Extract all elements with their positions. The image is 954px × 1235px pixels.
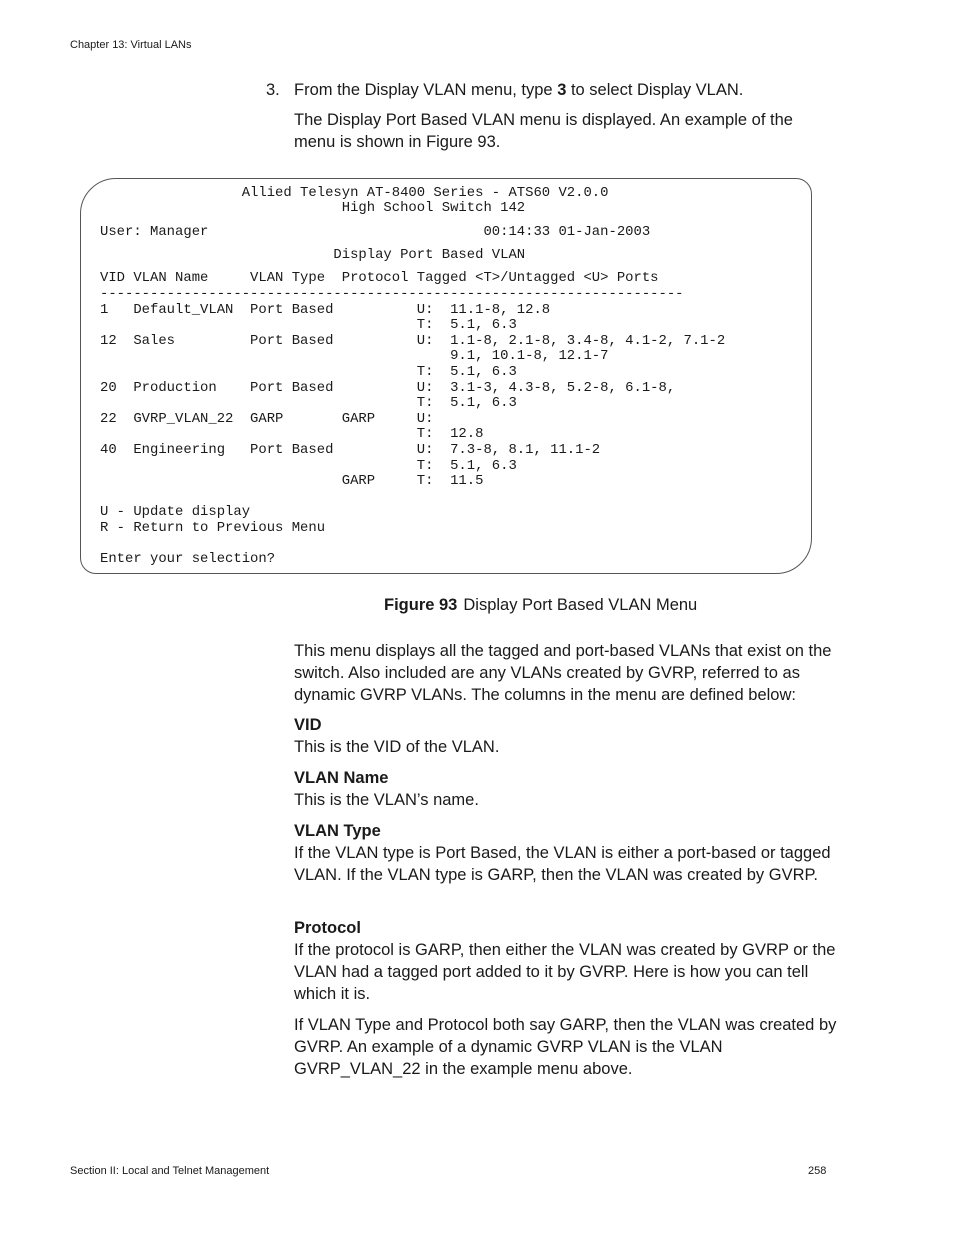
- footer-section: Section II: Local and Telnet Management: [70, 1165, 270, 1177]
- terminal-divider-line: ----------------------------------------------------------------------: [100, 286, 684, 302]
- step-number: 3.: [266, 81, 280, 99]
- step-result: The Display Port Based VLAN menu is displayed. An example of the menu is shown in Figure 93.: [294, 111, 793, 151]
- terminal-option-update: U - Update display: [100, 504, 251, 520]
- definition-vlan-name: This is the VLAN’s name.: [294, 791, 479, 809]
- terminal-row-line: 12 Sales Port Based U: 1.1-8, 2.1-8, 3.4-8, 4.1-2, 7.1-2: [100, 333, 726, 349]
- term-vlan-type: VLAN Type: [294, 822, 381, 840]
- definition-vlan-type: If the VLAN type is Port Based, the VLAN is either a port-based or tagged VLAN. If the VLAN type is GARP, then the VLAN was created by GVRP.: [294, 844, 831, 884]
- terminal-row-line: 20 Production Port Based U: 3.1-3, 4.3-8, 5.2-8, 6.1-8,: [100, 380, 676, 396]
- terminal-column-header-line: VID VLAN Name VLAN Type Protocol Tagged <T>/Untagged <U> Ports: [100, 270, 659, 286]
- terminal-row-line: T: 5.1, 6.3: [100, 458, 517, 474]
- terminal-switch-name-line: High School Switch 142: [100, 200, 526, 216]
- page-number: 258: [808, 1165, 827, 1177]
- definition-protocol: If the protocol is GARP, then either the VLAN was created by GVRP or the VLAN had a tagged port added to it by GVRP. Here is how you can tell which it is.: [294, 941, 836, 1003]
- term-vid: VID: [294, 716, 322, 734]
- figure-number: Figure 93: [384, 596, 458, 614]
- running-header: Chapter 13: Virtual LANs: [70, 39, 192, 51]
- terminal-row-line: 9.1, 10.1-8, 12.1-7: [100, 348, 609, 364]
- terminal-row-line: 22 GVRP_VLAN_22 GARP GARP U:: [100, 411, 434, 427]
- terminal-title-line: Allied Telesyn AT-8400 Series - ATS60 V2.0.0: [100, 185, 609, 201]
- figure-caption: [384, 594, 697, 616]
- closing-paragraph: If VLAN Type and Protocol both say GARP, then the VLAN was created by GVRP. An example of a dynamic GVRP VLAN is the VLAN GVRP_VLAN_22 in the example menu above.: [294, 1016, 837, 1078]
- terminal-prompt: Enter your selection?: [100, 551, 276, 567]
- step-3: [266, 79, 836, 101]
- terminal-row-line: 40 Engineering Port Based U: 7.3-8, 8.1, 11.1-2: [100, 442, 601, 458]
- terminal-row-line: 1 Default_VLAN Port Based U: 11.1-8, 12.8: [100, 302, 551, 318]
- figure-title: Display Port Based VLAN Menu: [463, 596, 698, 614]
- step-text-after: to select Display VLAN.: [566, 81, 744, 99]
- terminal-user-line: User: Manager 00:14:33 01-Jan-2003: [100, 224, 651, 240]
- terminal-row-line: T: 5.1, 6.3: [100, 364, 517, 380]
- terminal-row-line: GARP T: 11.5: [100, 473, 484, 489]
- term-vlan-name: VLAN Name: [294, 769, 389, 787]
- terminal-option-return: R - Return to Previous Menu: [100, 520, 326, 536]
- intro-paragraph: This menu displays all the tagged and port-based VLANs that exist on the switch. Also included are any VLANs created by GVRP, referred to as dynamic GVRP VLANs. The columns in the menu are defined below:: [294, 642, 832, 704]
- terminal-row-line: T: 12.8: [100, 426, 484, 442]
- step-key: 3: [557, 81, 567, 99]
- definition-vid: This is the VID of the VLAN.: [294, 738, 500, 756]
- terminal-menu-title-line: Display Port Based VLAN: [100, 247, 526, 263]
- terminal-row-line: T: 5.1, 6.3: [100, 317, 517, 333]
- step-text-before: From the Display VLAN menu, type: [294, 81, 558, 99]
- terminal-row-line: T: 5.1, 6.3: [100, 395, 517, 411]
- term-protocol: Protocol: [294, 919, 361, 937]
